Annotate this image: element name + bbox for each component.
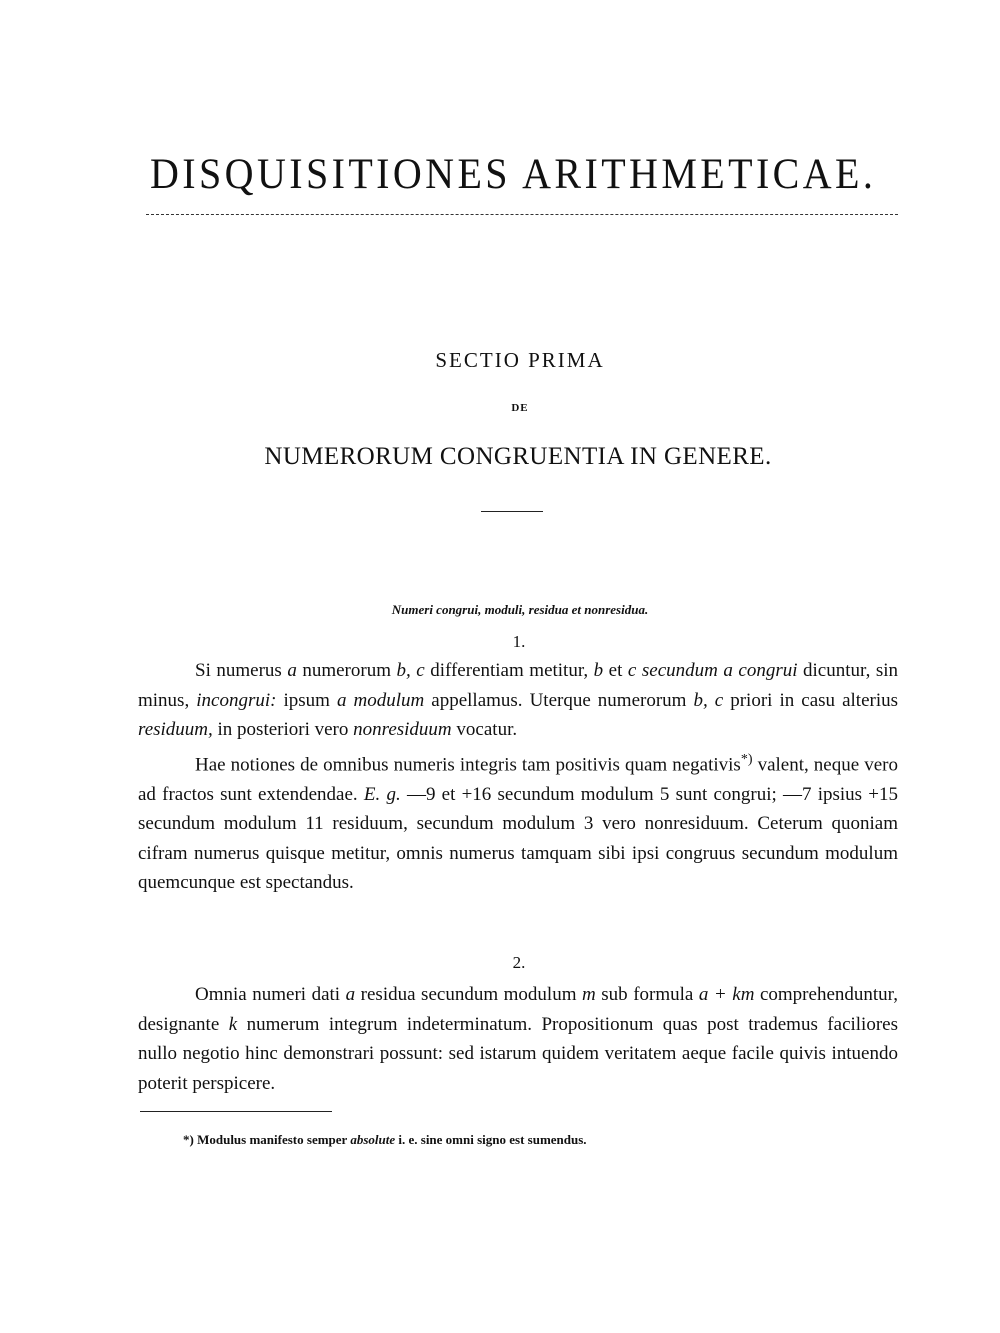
emphasis: incongrui: — [196, 689, 277, 711]
text-run: Si numerus — [195, 660, 288, 681]
footnote-mark: *) — [183, 1132, 194, 1147]
text-run: vocatur. — [451, 719, 518, 740]
section-rule — [481, 511, 543, 512]
emphasis: residuum, — [138, 719, 213, 740]
emphasis: E. g. — [363, 783, 401, 805]
math-var: b, c — [396, 660, 425, 681]
text-run: —9 et +16 secundum modulum 5 sunt congrui; —7 ipsius +15 secundum modulum 11 residuum, secundum modulum 3 vero nonresiduum. Ceterum quoniam cifram numerus quisque metitur, omnis numerus tamquam sibi ipsi congruus secundum modulum quemcunque est spectandus. — [138, 783, 899, 894]
text-run: valent, neque vero ad fractos sunt extendendae. — [138, 754, 898, 805]
text-run: residua secundum modulum — [355, 984, 583, 1005]
text-run: numerorum — [296, 660, 397, 681]
math-var: a — [287, 660, 297, 681]
text-run: dicuntur, sin minus, — [138, 660, 899, 711]
text-run: appellamus. Uterque numerorum — [424, 689, 694, 711]
rubric: Numeri congrui, moduli, residua et nonresidua. — [391, 602, 649, 617]
article-2-paragraph-1 — [138, 980, 898, 1098]
math-var: m — [582, 984, 596, 1005]
text-run: Hae notiones de omnibus numeris integris tam positivis quam negativis — [195, 754, 741, 776]
text-run: differentiam metitur, — [424, 660, 594, 681]
text-run: ipsum — [276, 689, 337, 711]
emphasis: absolute — [350, 1132, 396, 1147]
text-run: numerum integrum indeterminatum. Propositionum quas post trademus faciliores nullo negotio hinc demonstrari possunt: sed istarum quidem veritatem aeque facile quivis intuendo poterit perspicere. — [138, 1013, 898, 1094]
section-de: DE — [511, 402, 529, 414]
text-run — [346, 690, 353, 711]
math-var: a — [336, 689, 347, 711]
footnote — [183, 1132, 883, 1148]
emphasis: modulum — [353, 689, 425, 711]
footnote-rule — [140, 1111, 332, 1112]
main-title: DISQUISITIONES ARITHMETICAE. — [150, 149, 877, 198]
text-run: priori in casu alterius — [723, 689, 898, 711]
section-label: SECTIO PRIMA — [435, 348, 605, 372]
text-run: Modulus manifesto semper — [193, 1132, 351, 1147]
emphasis: nonresiduum — [353, 719, 452, 740]
article-1-paragraph-1 — [138, 656, 898, 745]
text-run: Omnia numeri dati — [195, 984, 346, 1005]
math-formula: a + km — [698, 984, 755, 1005]
text-run: comprehenduntur, designante — [138, 984, 898, 1035]
article-1-paragraph-2 — [138, 745, 898, 898]
math-var: c — [627, 660, 637, 681]
math-var: b — [593, 660, 604, 681]
title-rule — [146, 214, 898, 215]
article-number-1: 1. — [512, 632, 526, 651]
article-number-2: 2. — [512, 953, 526, 972]
footnote-reference: *) — [740, 752, 753, 767]
math-var: a — [345, 984, 356, 1005]
math-var: k — [228, 1013, 238, 1035]
text-run: i. e. sine omni signo est sumendus. — [395, 1132, 587, 1147]
text-run: in posteriori vero — [212, 719, 354, 740]
emphasis: secundum a congrui — [641, 660, 798, 681]
math-var: b, c — [693, 689, 724, 711]
text-run: et — [603, 660, 628, 681]
section-title: NUMERORUM CONGRUENTIA IN GENERE. — [264, 443, 772, 470]
text-run: sub formula — [595, 984, 699, 1005]
